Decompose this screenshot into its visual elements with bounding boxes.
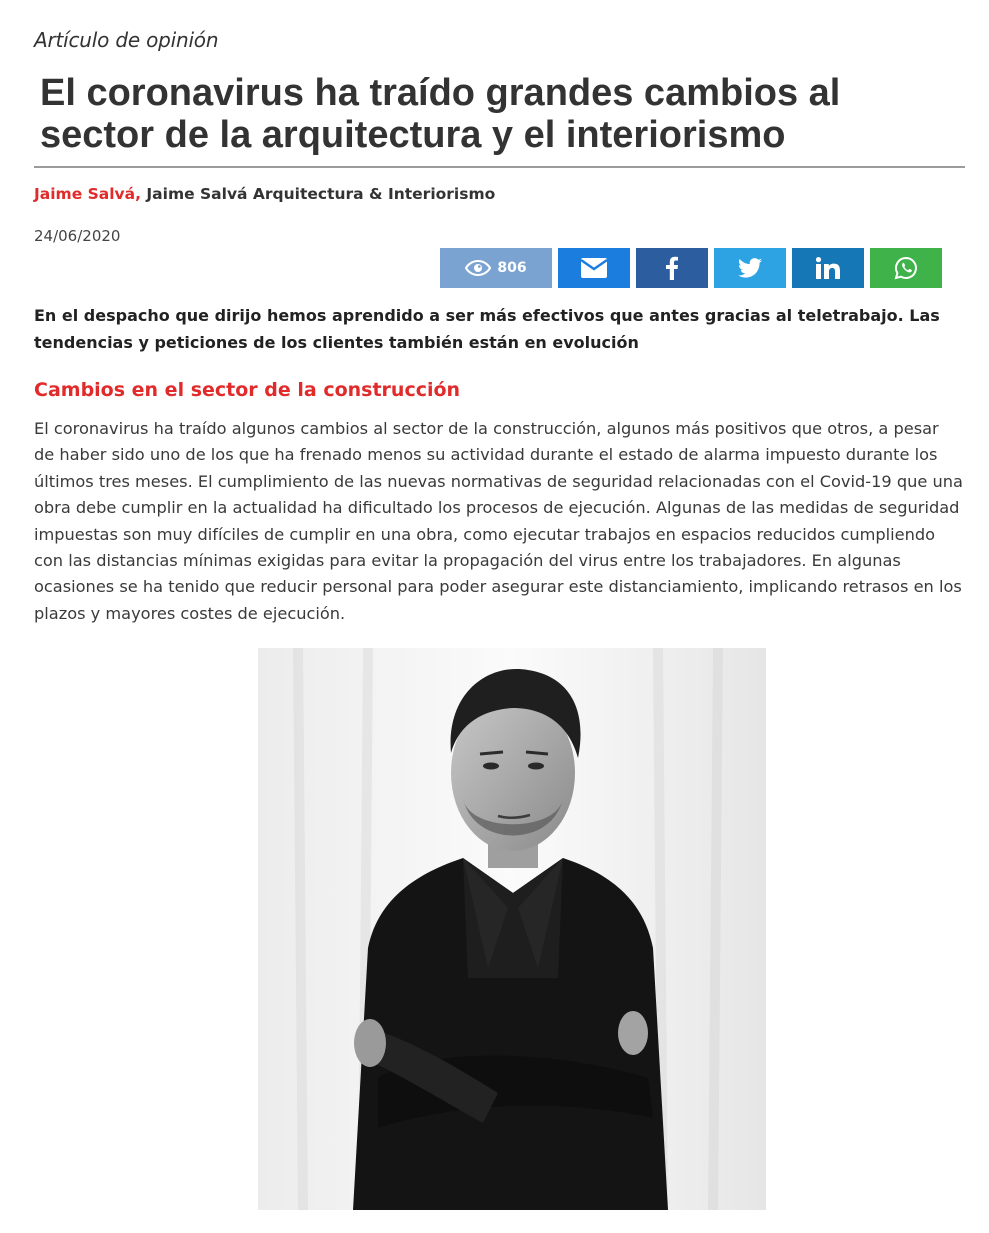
eye-icon — [465, 260, 491, 276]
views-count: 806 — [497, 260, 527, 276]
twitter-icon — [738, 258, 762, 278]
facebook-icon — [666, 256, 678, 280]
author-company: Jaime Salvá Arquitectura & Interiorismo — [146, 185, 496, 203]
views-counter — [440, 248, 552, 288]
article-headline: El coronavirus ha traído grandes cambios al sector de la arquitectura y el interiorismo — [40, 72, 841, 156]
linkedin-icon — [816, 257, 840, 279]
byline — [34, 185, 495, 203]
share-linkedin-button[interactable] — [792, 248, 864, 288]
share-facebook-button[interactable] — [636, 248, 708, 288]
publish-date: 24/06/2020 — [34, 227, 121, 245]
author-link[interactable]: Jaime Salvá, — [34, 185, 141, 203]
section-label: Artículo de opinión — [34, 28, 219, 52]
article-lead: En el despacho que dirijo hemos aprendido a ser más efectivos que antes gracias al teletrabajo. Las tendencias y peticiones de los clientes también están en evolución — [34, 306, 940, 352]
author-portrait-photo — [258, 648, 766, 1210]
section-subheading: Cambios en el sector de la construcción — [34, 379, 461, 401]
share-twitter-button[interactable] — [714, 248, 786, 288]
article-body: El coronavirus ha traído algunos cambios al sector de la construcción, algunos más positivos que otros, a pesar de haber sido uno de los que ha frenado menos su actividad durante el estado de alarma impuesto durante los últimos tres meses. El cumplimiento de las nuevas normativas de seguridad relacionadas con el Covid-19 que una obra debe cumplir en la actualidad ha dificultado los procesos de ejecución. Algunas de las medidas de seguridad impuestas son muy difíciles de cumplir en una obra, como ejecutar trabajos en espacios reducidos cumpliendo con las distancias mínimas exigidas para evitar la propagación del virus entre los trabajadores. En algunas ocasiones se ha tenido que reducir personal para poder asegurar este distanciamiento, implicando retrasos en los plazos y mayores costes de ejecución. — [34, 419, 963, 623]
share-whatsapp-button[interactable] — [870, 248, 942, 288]
headline-divider — [34, 166, 965, 168]
whatsapp-icon — [894, 256, 918, 280]
email-icon — [581, 258, 607, 278]
share-bar — [440, 248, 942, 288]
share-email-button[interactable] — [558, 248, 630, 288]
